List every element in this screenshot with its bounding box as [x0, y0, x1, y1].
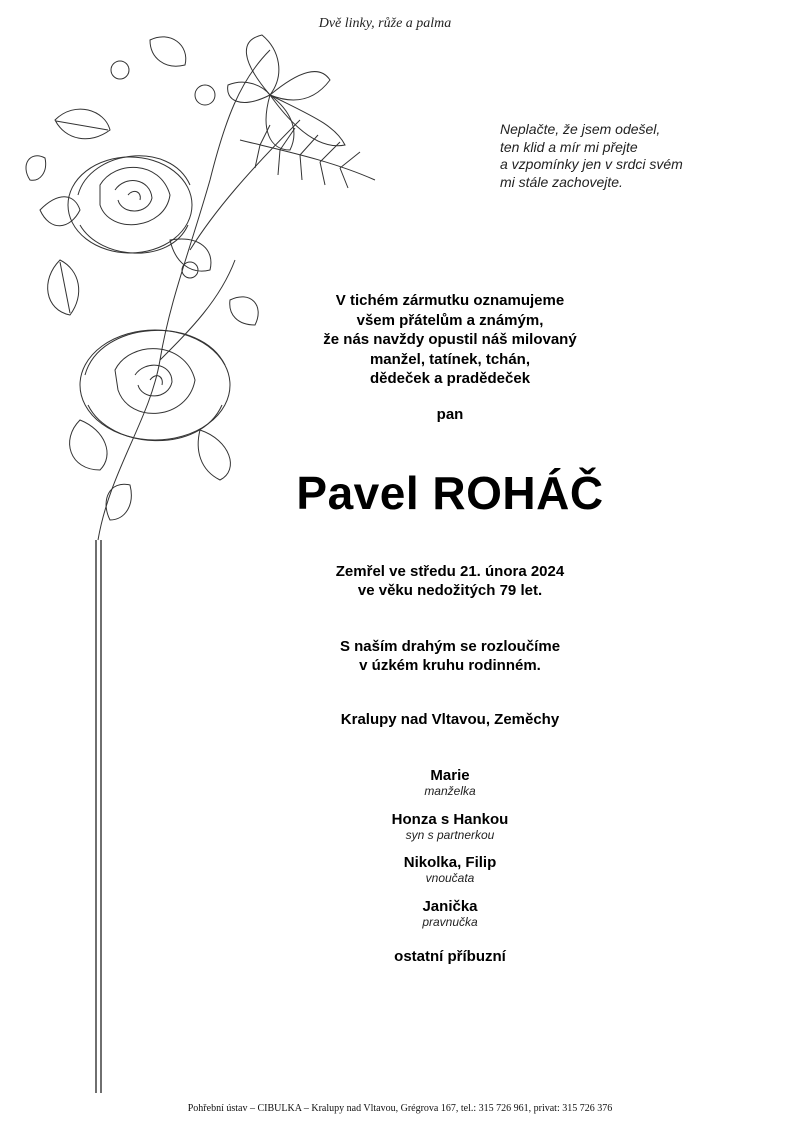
death-info-line: ve věku nedožitých 79 let. — [357, 582, 543, 599]
mourner-relation: syn s partnerkou — [405, 828, 495, 842]
announcement-line: manžel, tatínek, tchán, — [369, 350, 531, 368]
leaves-icon — [26, 37, 258, 520]
funeral-home-footer — [0, 1103, 800, 1114]
poem — [500, 121, 780, 191]
announcement-line: V tichém zármutku oznamujeme — [335, 292, 565, 309]
death-info-line: Zemřel ve středu 21. února 2024 — [335, 563, 565, 580]
farewell-line: v úzkém kruhu rodinném. — [359, 657, 541, 674]
mourner-name: Marie — [430, 767, 470, 784]
mourner-name: Nikolka, Filip — [403, 854, 497, 871]
design-name: Dvě linky, růže a palma — [318, 16, 452, 31]
upper-rose-icon — [40, 156, 211, 271]
farewell-line: S naším drahým se rozloučíme — [339, 638, 561, 655]
announcement-line: všem přátelům a známým, — [356, 311, 544, 329]
deceased-name: Pavel ROHÁČ — [296, 467, 604, 519]
place: Kralupy nad Vltavou, Zeměchy — [340, 711, 560, 728]
announcement-line: že nás navždy opustil náš milovaný — [323, 331, 577, 348]
poem-line: a vzpomínky jen v srdci svém — [500, 156, 683, 172]
mourner-janicka — [300, 898, 600, 929]
death-info — [300, 562, 600, 600]
announcement-line: dědeček a pradědeček — [369, 370, 531, 387]
announcement — [300, 291, 600, 389]
mourner-nikolka — [300, 854, 600, 885]
title-pan: pan — [436, 406, 464, 423]
mourner-name: Janička — [422, 898, 478, 915]
mourner-relation: vnoučata — [425, 871, 475, 885]
mourner-name: Honza s Hankou — [391, 811, 509, 828]
poem-line: ten klid a mír mi přejte — [500, 138, 638, 155]
lily-flower-icon — [228, 35, 345, 150]
poem-line: Neplačte, že jsem odešel, — [500, 121, 661, 137]
mourner-relation: pravnučka — [422, 915, 478, 929]
other-relatives: ostatní příbuzní — [394, 948, 506, 965]
mourner-relation: manželka — [424, 784, 476, 798]
mourner-marie — [300, 767, 600, 798]
mourner-honza — [300, 811, 600, 842]
footer-text: Pohřební ústav – CIBULKA – Kralupy nad Vltavou, Grégrova 167, tel.: 315 726 961, privat: 315 726 376 — [187, 1103, 613, 1114]
lower-rose-icon — [70, 330, 231, 480]
farewell-info — [300, 637, 600, 675]
poem-line: mi stále zachovejte. — [500, 173, 623, 190]
